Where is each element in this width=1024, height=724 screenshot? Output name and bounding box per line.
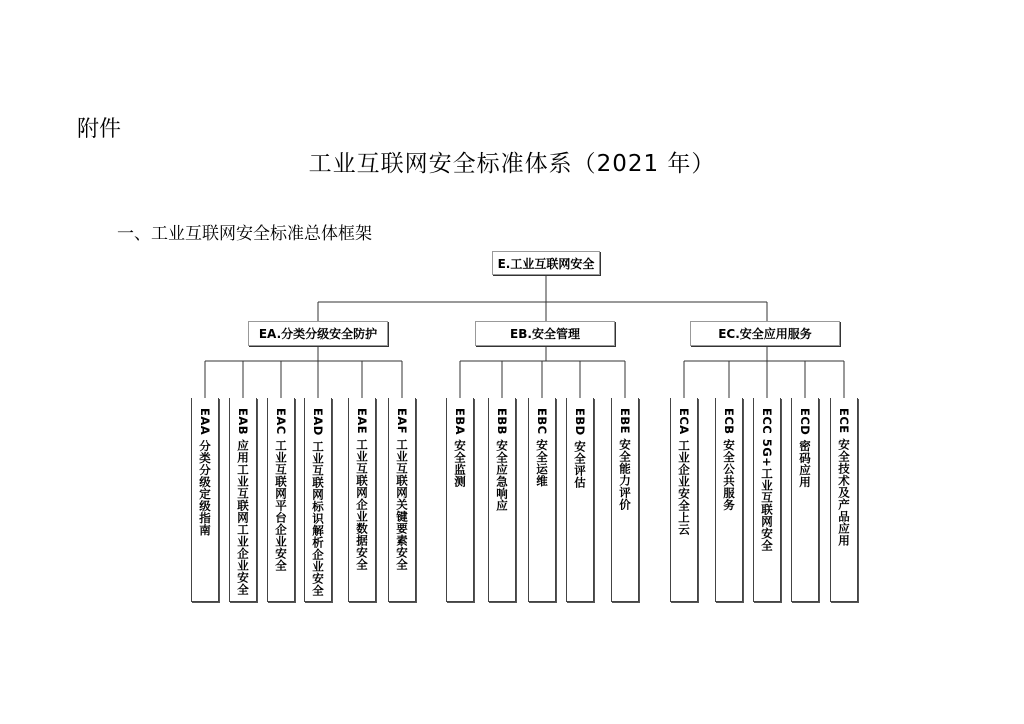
leaf-node-eae (348, 398, 376, 602)
leaf-node-ebd (566, 398, 594, 602)
leaf-node-ecc (753, 398, 781, 602)
leaf-node-ecb (715, 398, 743, 602)
leaf-label: ECD 密码应用 (798, 408, 812, 488)
leaf-label: EAD 工业互联网标识解析企业安全 (311, 408, 325, 597)
leaf-node-ebe (611, 398, 639, 602)
leaf-label: EBA 安全监测 (453, 408, 467, 488)
leaf-node-ecd (791, 398, 819, 602)
leaf-label: ECA 工业企业安全上云 (677, 408, 691, 536)
leaf-label: EAA 分类分级定级指南 (198, 408, 212, 536)
leaf-label: ECC 5G+工业互联网安全 (760, 408, 774, 552)
leaf-node-ece (830, 398, 858, 602)
leaf-node-eaa (191, 398, 219, 602)
branch-node-eb: EB.安全管理 (475, 321, 615, 346)
leaf-node-eba (446, 398, 474, 602)
leaf-label: EBD 安全评估 (573, 408, 587, 489)
leaf-node-eab (229, 398, 257, 602)
branch-node-ea: EA.分类分级安全防护 (248, 321, 388, 346)
leaf-label: EBB 安全应急响应 (495, 408, 509, 512)
leaf-label: ECE 安全技术及产品应用 (837, 408, 851, 547)
leaf-label: EAC 工业互联网平台企业安全 (274, 408, 288, 572)
tree-root-node: E.工业互联网安全 (492, 251, 600, 275)
leaf-label: EAE 工业互联网企业数据安全 (355, 408, 369, 571)
leaf-node-eaf (388, 398, 416, 602)
leaf-node-ebb (488, 398, 516, 602)
leaf-label: ECB 安全公共服务 (722, 408, 736, 512)
leaf-node-eca (670, 398, 698, 602)
leaf-node-ebc (528, 398, 556, 602)
leaf-node-eac (267, 398, 295, 602)
leaf-label: EAB 应用工业互联网工业企业安全 (236, 408, 250, 596)
leaf-node-ead (304, 398, 332, 602)
page-title: 工业互联网安全标准体系（2021 年） (308, 151, 716, 177)
section-heading: 一、工业互联网安全标准总体框架 (117, 224, 372, 244)
attachment-label: 附件 (77, 117, 122, 142)
leaf-label: EAF 工业互联网关键要素安全 (395, 408, 409, 571)
branch-node-ec: EC.安全应用服务 (690, 321, 840, 346)
leaf-label: EBC 安全运维 (535, 408, 549, 488)
leaf-label: EBE 安全能力评价 (618, 408, 632, 511)
